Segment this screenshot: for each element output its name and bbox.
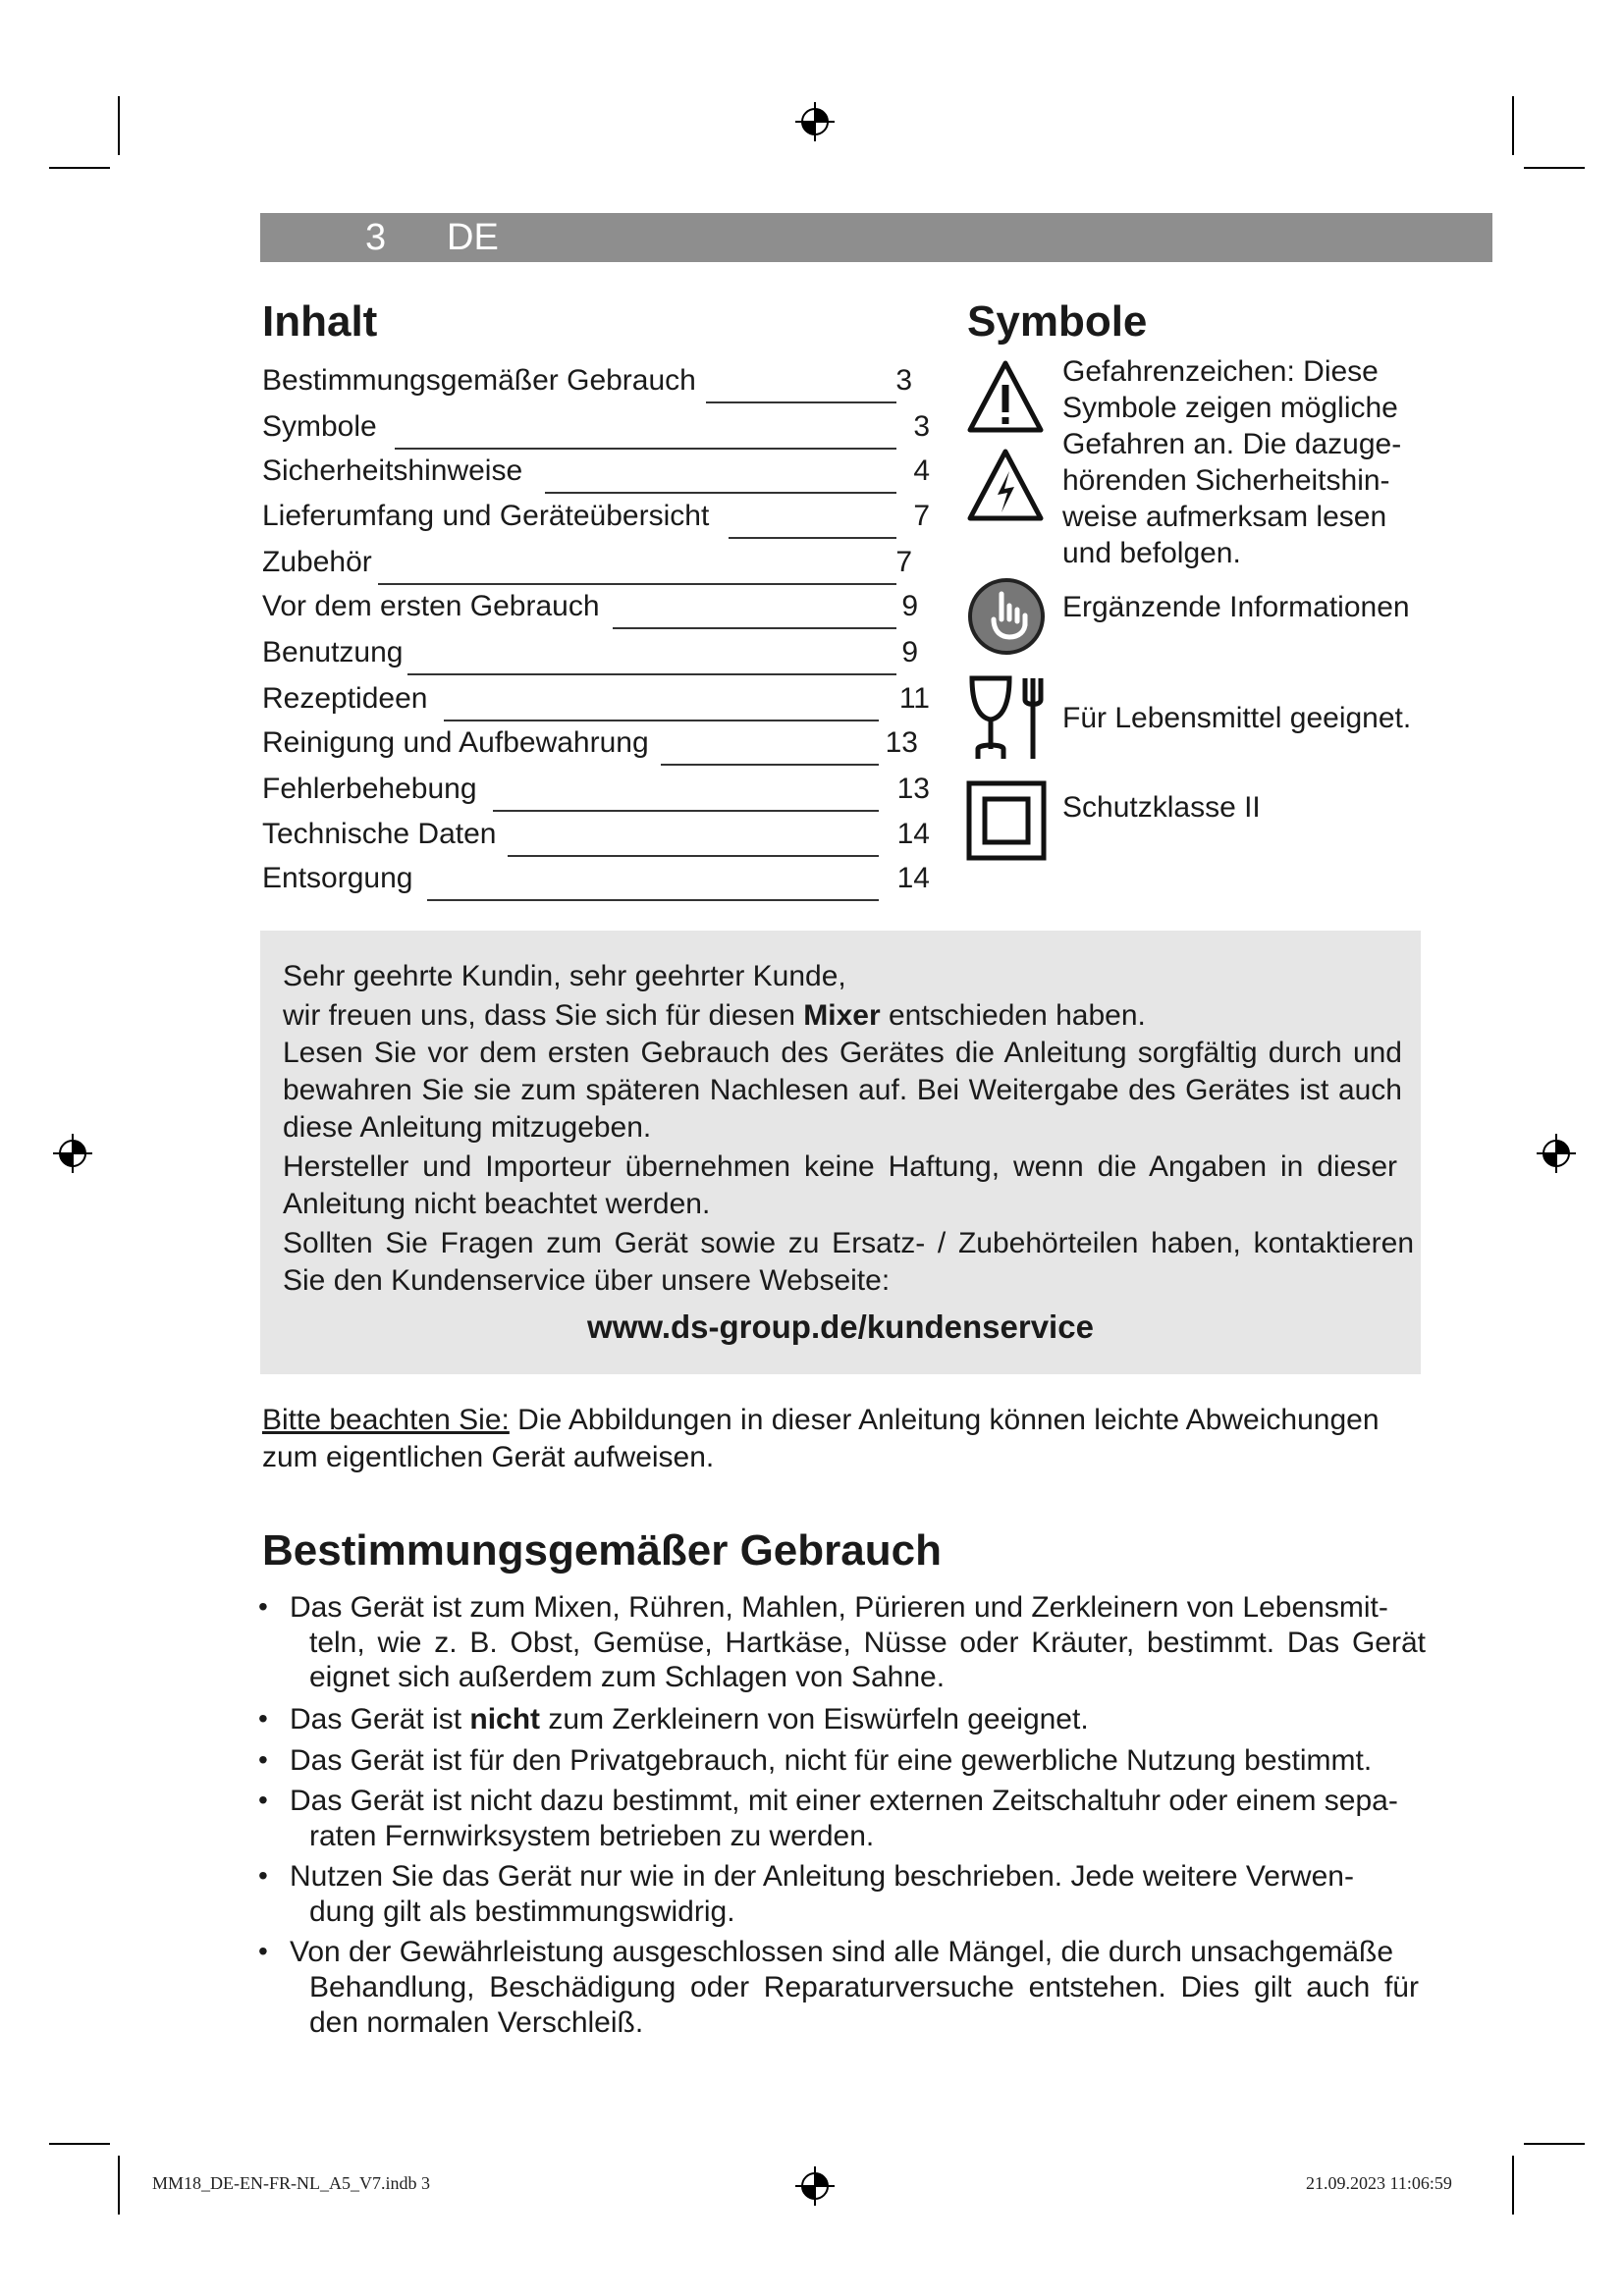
toc-label: Fehlerbehebung — [262, 773, 483, 806]
bullet-text: dung gilt als bestimmungswidrig. — [309, 1896, 735, 1928]
info-symbol-text: Ergänzende Informationen — [1062, 591, 1410, 623]
bullet: • — [258, 1860, 268, 1891]
note-line: Bitte beachten Sie: Die Abbildungen in dieser Anleitung können leichte Abweichungen — [262, 1404, 1380, 1436]
greeting-line: Sehr geehrte Kundin, sehr geehrter Kunde, — [283, 960, 846, 992]
page-number: 3 — [365, 217, 387, 258]
bullet-text: teln, wie z. B. Obst, Gemüse, Hartkäse, Nüsse oder Kräuter, bestimmt. Das Gerät — [309, 1627, 1426, 1659]
bullet-text: Das Gerät ist für den Privatgebrauch, nicht für eine gewerbliche Nutzung bestimmt. — [290, 1744, 1373, 1777]
toc-entry — [262, 590, 930, 635]
toc-page: 11 — [898, 682, 930, 715]
toc-label: Reinigung und Aufbewahrung — [262, 726, 655, 760]
toc-label: Symbole — [262, 410, 383, 444]
crop-mark — [118, 96, 120, 155]
bullet-text: raten Fernwirksystem betrieben zu werden. — [309, 1820, 875, 1852]
toc-entry — [262, 682, 930, 727]
toc-label: Benutzung — [262, 636, 408, 669]
intended-use-title: Bestimmungsgemäßer Gebrauch — [262, 1526, 942, 1575]
footer-file-info: MM18_DE-EN-FR-NL_A5_V7.indb 3 — [152, 2173, 430, 2193]
toc-entry — [262, 454, 930, 500]
footer-datetime: 21.09.2023 11:06:59 — [1306, 2173, 1452, 2193]
bullet-text: Das Gerät ist nicht zum Zerkleinern von Eiswürfeln geeignet. — [290, 1703, 1089, 1735]
registration-mark-icon — [795, 102, 835, 141]
food-symbol-text: Für Lebensmittel geeignet. — [1062, 702, 1412, 734]
bullet: • — [258, 1703, 268, 1734]
language-code: DE — [447, 217, 499, 258]
registration-mark-icon — [53, 1134, 92, 1173]
greeting-line: Anleitung nicht beachtet werden. — [283, 1188, 711, 1220]
contents-title: Inhalt — [262, 297, 378, 346]
toc-page: 13 — [885, 726, 918, 759]
bullet-text: Das Gerät ist zum Mixen, Rühren, Mahlen, Pürieren und Zerkleinern von Lebensmit- — [290, 1591, 1388, 1624]
toc-page: 7 — [895, 546, 912, 578]
toc-entry — [262, 364, 930, 409]
registration-mark-icon — [795, 2166, 835, 2206]
protection-symbol-text: Schutzklasse II — [1062, 791, 1261, 824]
toc-page: 4 — [913, 454, 930, 487]
crop-mark — [118, 2156, 120, 2215]
page-header-bar — [260, 213, 1492, 262]
toc-label: Entsorgung — [262, 862, 418, 895]
danger-symbol-text: Gefahrenzeichen: Diese Symbole zeigen mögliche Gefahren an. Die dazuge- hörenden Sicherheitshin- weise aufmerksam lesen und befolgen. — [1062, 355, 1402, 569]
toc-page: 9 — [901, 636, 918, 668]
greeting-line: bewahren Sie sie zum späteren Nachlesen auf. Bei Weitergabe des Gerätes ist auch — [283, 1074, 1402, 1106]
registration-mark-icon — [1537, 1134, 1576, 1173]
toc-label: Zubehör — [262, 546, 378, 579]
toc-label: Sicherheitshinweise — [262, 454, 528, 488]
greeting-line: Sollten Sie Fragen zum Gerät sowie zu Ersatz- / Zubehörteilen haben, kontaktieren — [283, 1227, 1414, 1259]
bullet-text: den normalen Verschleiß. — [309, 2006, 644, 2039]
toc-entry — [262, 410, 930, 455]
toc-page: 9 — [901, 590, 918, 622]
toc-page: 7 — [913, 500, 930, 532]
bullet-text: Behandlung, Beschädigung oder Reparaturversuche entstehen. Dies gilt auch für — [309, 1971, 1419, 2003]
greeting-line: Sie den Kundenservice über unsere Webseite: — [283, 1264, 891, 1297]
bullet: • — [258, 1936, 268, 1966]
toc-page: 14 — [896, 862, 930, 894]
greeting-box — [260, 931, 1421, 1374]
bullet: • — [258, 1591, 268, 1622]
toc-entry — [262, 546, 930, 591]
bullet-text: Das Gerät ist nicht dazu bestimmt, mit einer externen Zeitschaltuhr oder einem sepa- — [290, 1785, 1398, 1817]
protection-class-ii-icon — [966, 780, 1047, 861]
crop-mark — [1512, 2156, 1514, 2215]
info-hand-icon — [966, 576, 1047, 657]
toc-entry — [262, 773, 930, 818]
bullet-text: Nutzen Sie das Gerät nur wie in der Anleitung beschrieben. Jede weitere Verwen- — [290, 1860, 1354, 1893]
toc-page: 3 — [895, 364, 912, 397]
bullet-text: Von der Gewährleistung ausgeschlossen sind alle Mängel, die durch unsachgemäße — [290, 1936, 1394, 1968]
toc-label: Bestimmungsgemäßer Gebrauch — [262, 364, 702, 398]
toc-entry — [262, 636, 930, 681]
symbols-title: Symbole — [967, 297, 1148, 346]
toc-page: 14 — [896, 818, 930, 850]
electric-hazard-icon — [966, 448, 1045, 524]
toc-entry — [262, 818, 930, 863]
crop-mark — [1524, 2143, 1585, 2145]
greeting-line: wir freuen uns, dass Sie sich für diesen Mixer entschieden haben. — [283, 999, 1146, 1032]
food-safe-icon — [966, 672, 1051, 765]
bullet: • — [258, 1744, 268, 1775]
customer-service-link[interactable]: www.ds-group.de/kundenservice — [587, 1308, 1094, 1345]
toc-label: Vor dem ersten Gebrauch — [262, 590, 606, 623]
greeting-line: Hersteller und Importeur übernehmen keine Haftung, wenn die Angaben in dieser — [283, 1150, 1397, 1183]
toc-label: Lieferumfang und Geräteübersicht — [262, 500, 715, 533]
toc-page: 13 — [896, 773, 930, 805]
crop-mark — [49, 167, 110, 169]
toc-label: Rezeptideen — [262, 682, 433, 716]
note-label: Bitte beachten Sie: — [262, 1404, 510, 1436]
crop-mark — [49, 2143, 110, 2145]
toc-entry — [262, 726, 930, 772]
crop-mark — [1512, 96, 1514, 155]
bullet-text: eignet sich außerdem zum Schlagen von Sahne. — [309, 1661, 946, 1693]
toc-label: Technische Daten — [262, 818, 502, 851]
warning-triangle-icon — [966, 359, 1045, 436]
toc-page: 3 — [913, 410, 930, 443]
toc-entry — [262, 500, 930, 545]
note-line: zum eigentlichen Gerät aufweisen. — [262, 1441, 715, 1473]
toc-entry — [262, 862, 930, 907]
greeting-line: Lesen Sie vor dem ersten Gebrauch des Gerätes die Anleitung sorgfältig durch und — [283, 1037, 1402, 1069]
crop-mark — [1524, 167, 1585, 169]
greeting-line: diese Anleitung mitzugeben. — [283, 1111, 652, 1144]
bullet: • — [258, 1785, 268, 1815]
